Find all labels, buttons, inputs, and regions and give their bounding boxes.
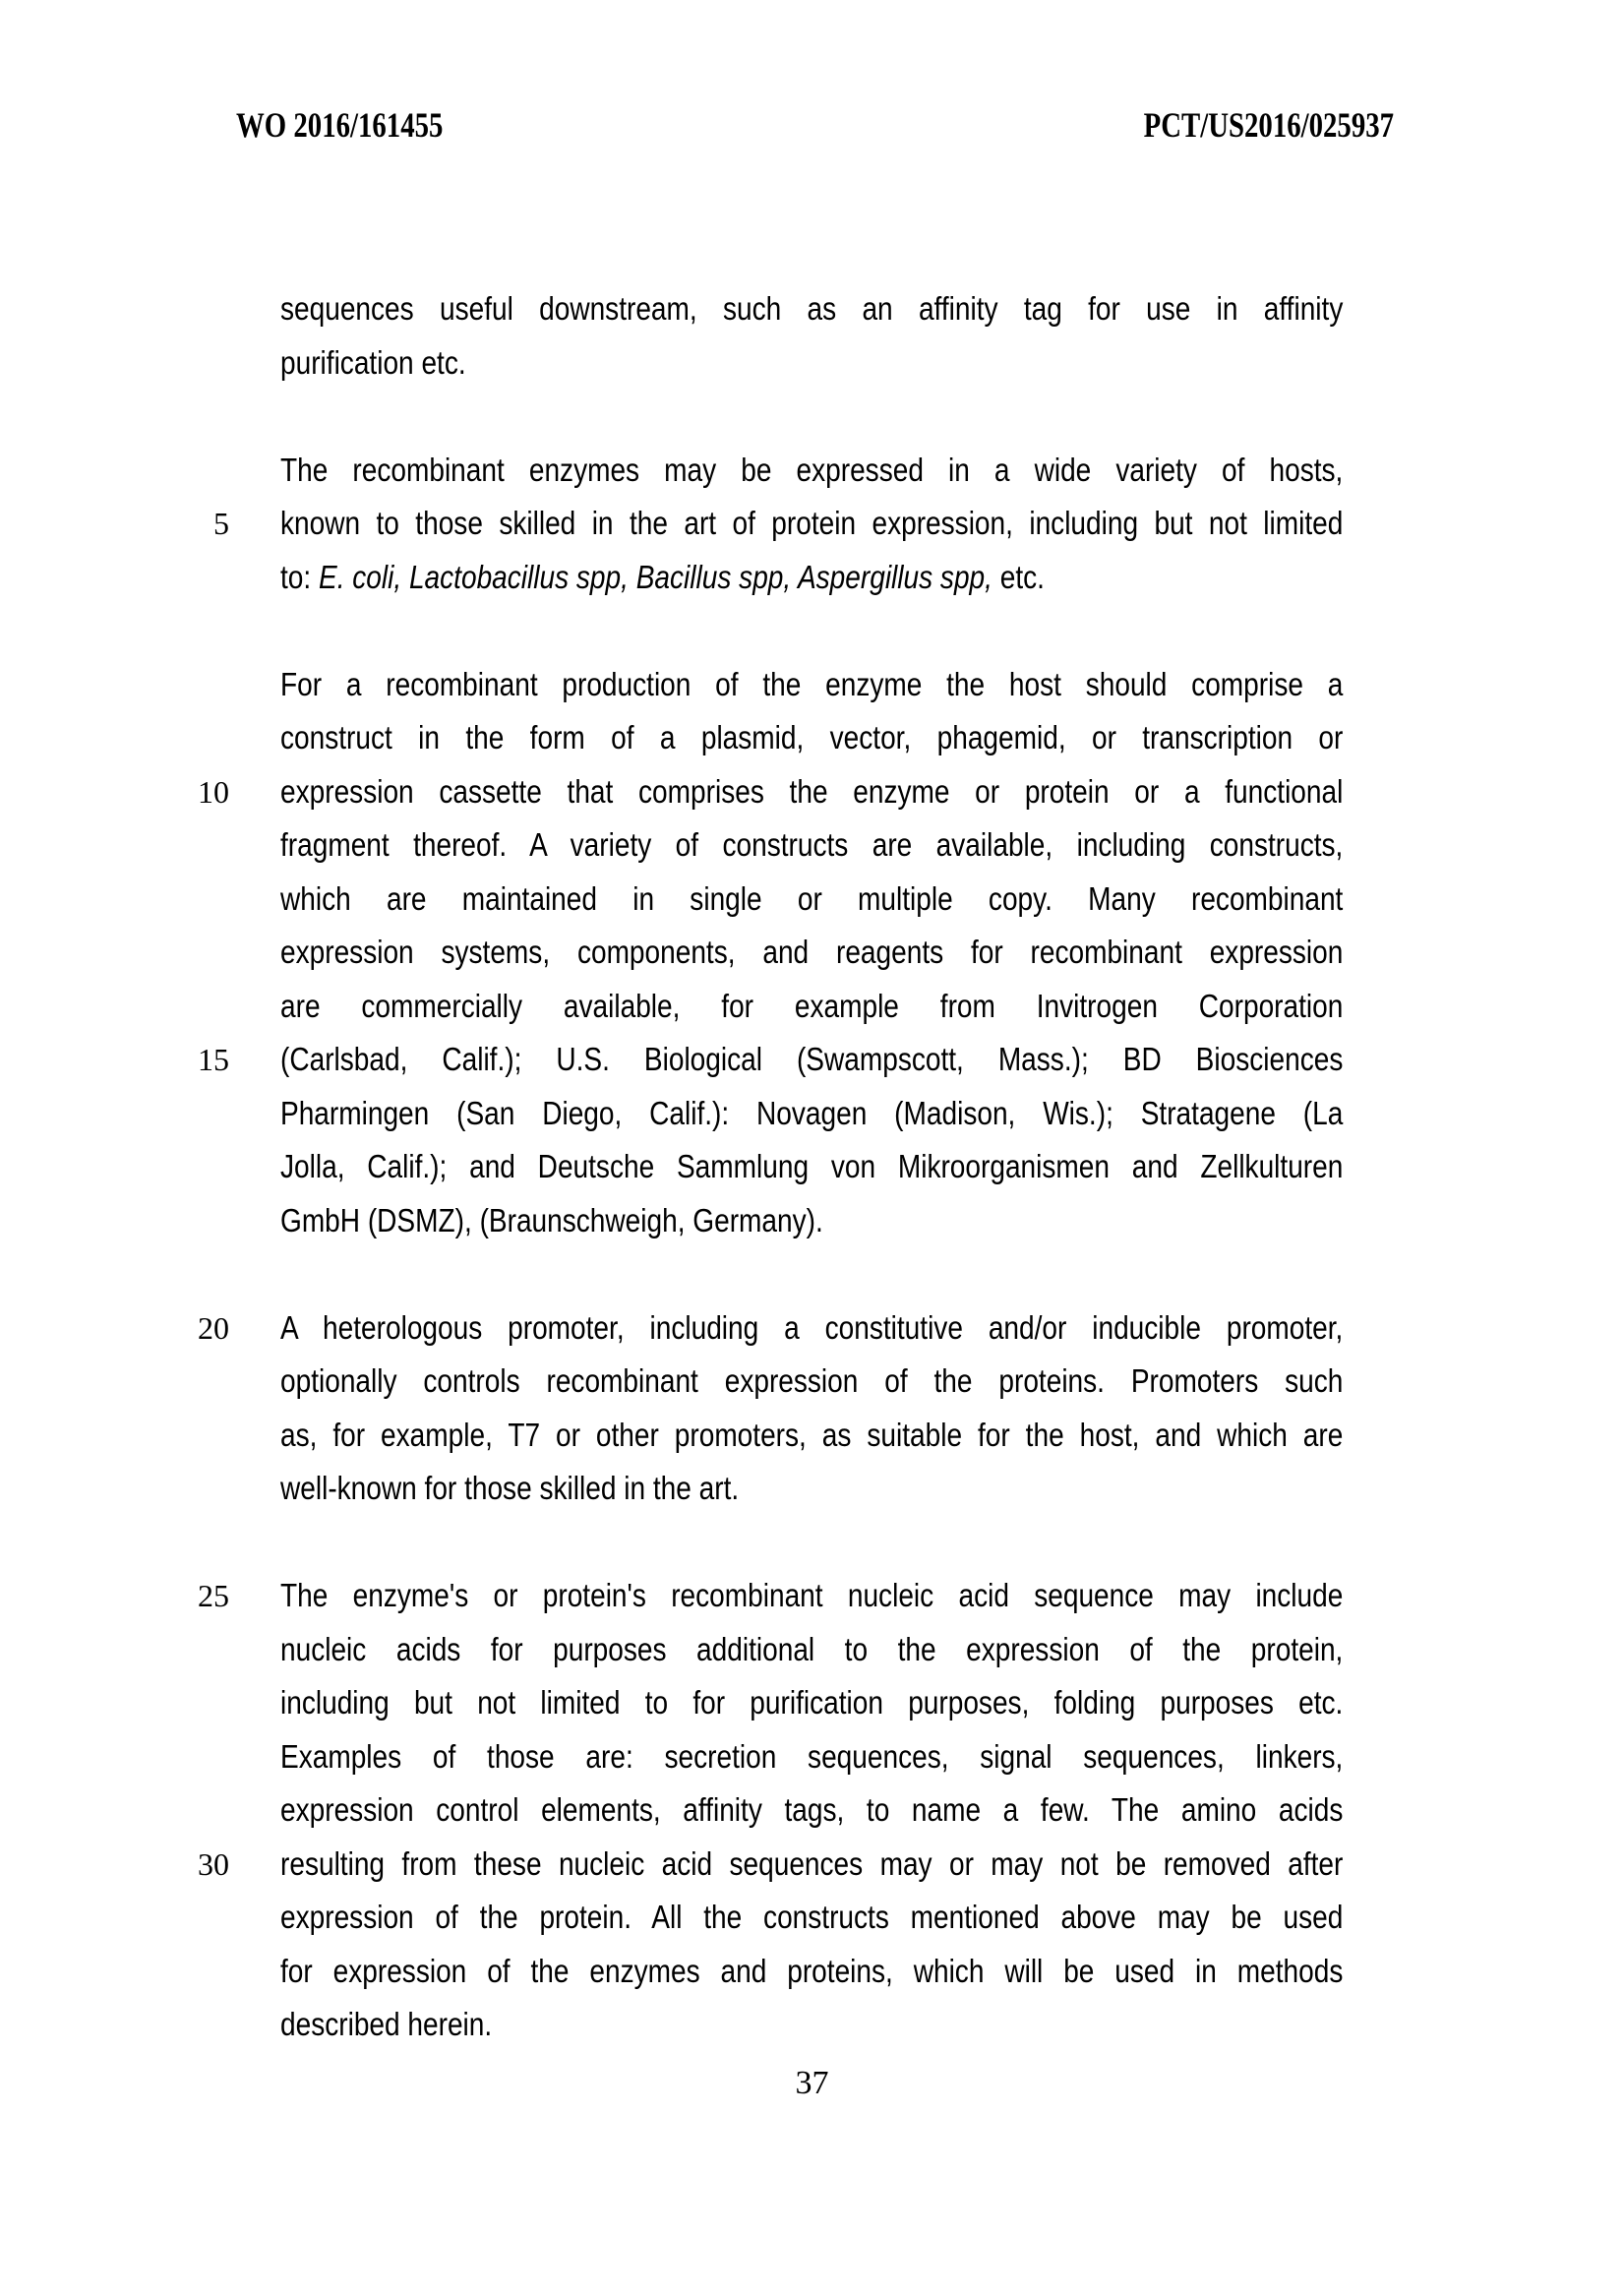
text-segment: sequences useful downstream, such as an affinity tag for use in affinity [280,290,1344,327]
text-segment: etc. [992,558,1045,595]
text-line [280,1945,1343,1999]
text-line [280,1783,1343,1838]
text-line [280,1140,1343,1194]
paragraph [280,1301,1343,1516]
text-line [280,282,1343,336]
text-segment: well-known for those skilled in the art. [280,1470,740,1506]
text-line [280,926,1343,980]
text-segment: For a recombinant production of the enzyme the host should comprise a [280,665,1344,702]
body-text [280,282,1343,2052]
publication-number: WO 2016/161455 [236,105,444,145]
text-line [280,1998,1343,2052]
text-line [280,711,1343,765]
margin-line-number: 5 [213,506,229,541]
text-line [280,980,1343,1034]
text-segment: expression systems, components, and reagents for recombinant expression [280,934,1344,970]
text-segment: Examples of those are: secretion sequences, signal sequences, linkers, [280,1737,1344,1775]
paragraph [280,444,1343,605]
text-segment: which are maintained in single or multiple copy. Many recombinant [280,879,1344,917]
text-line [280,1409,1343,1463]
text-line [280,1891,1343,1945]
margin-line-number: 10 [198,773,229,810]
text-segment: nucleic acids for purposes additional to the expression of the protein, [280,1630,1344,1667]
text-segment: expression control elements, affinity tags, to name a few. The amino acids [280,1791,1344,1828]
text-segment: GmbH (DSMZ), (Braunschweigh, Germany). [280,1201,823,1238]
text-segment: construct in the form of a plasmid, vector, phagemid, or transcription or [280,719,1344,755]
margin-line-number: 15 [198,1042,229,1077]
text-segment: described herein. [280,2006,493,2042]
text-segment: are commercially available, for example from Invitrogen Corporation [280,987,1344,1024]
text-line [280,1194,1343,1248]
text-segment: expression cassette that comprises the enzyme or protein or a functional [280,772,1344,810]
text-segment: resulting from these nucleic acid sequences may or may not be removed after [280,1844,1344,1882]
text-line [280,551,1343,605]
text-segment: to: [280,558,319,595]
text-segment: Jolla, Calif.); and Deutsche Sammlung von Mikroorganismen and Zellkulturen [280,1148,1344,1184]
text-line [280,818,1343,873]
text-segment: optionally controls recombinant expression of the proteins. Promoters such [280,1362,1344,1399]
text-segment: known to those skilled in the art of protein expression, including but not limited [280,505,1344,541]
text-segment: Pharmingen (San Diego, Calif.): Novagen (Madison, Wis.); Stratagene (La [280,1094,1344,1131]
paragraph [280,658,1343,1248]
text-segment: The recombinant enzymes may be expressed in a wide variety of hosts, [280,451,1344,488]
margin-line-number: 30 [198,1845,229,1882]
text-line [280,1462,1343,1516]
paragraph [280,1569,1343,2052]
text-segment: fragment thereof. A variety of constructs are available, including constructs, [280,826,1344,863]
paragraph [280,282,1343,390]
text-line [280,1355,1343,1409]
text-segment: purification etc. [280,343,466,381]
text-line [280,658,1343,712]
italic-text-segment: E. coli, Lactobacillus spp, Bacillus spp, Aspergillus spp, [318,558,992,595]
text-segment: A heterologous promoter, including a constitutive and/or inducible promoter, [280,1308,1344,1346]
page-number: 37 [795,2065,829,2101]
application-number: PCT/US2016/025937 [1143,105,1394,145]
text-segment: including but not limited to for purification purposes, folding purposes etc. [280,1684,1344,1721]
text-line [280,1301,1343,1356]
text-line [280,765,1343,819]
text-line [280,873,1343,927]
text-segment: for expression of the enzymes and proteins, which will be used in methods [280,1952,1344,1989]
text-segment: (Carlsbad, Calif.); U.S. Biological (Swampscott, Mass.); BD Biosciences [280,1041,1344,1077]
text-line [280,1676,1343,1730]
margin-line-number: 20 [198,1309,229,1346]
text-line [280,1838,1343,1892]
text-line [280,336,1343,391]
text-line [280,497,1343,551]
text-line [280,1730,1343,1784]
text-line [280,1569,1343,1623]
text-line [280,1033,1343,1087]
margin-line-number: 25 [198,1578,229,1613]
text-line [280,1623,1343,1677]
text-line [280,1087,1343,1141]
text-segment: expression of the protein. All the constructs mentioned above may be used [280,1899,1344,1935]
text-segment: The enzyme's or protein's recombinant nucleic acid sequence may include [280,1577,1344,1613]
text-line [280,444,1343,498]
text-segment: as, for example, T7 or other promoters, as suitable for the host, and which are [280,1416,1344,1453]
